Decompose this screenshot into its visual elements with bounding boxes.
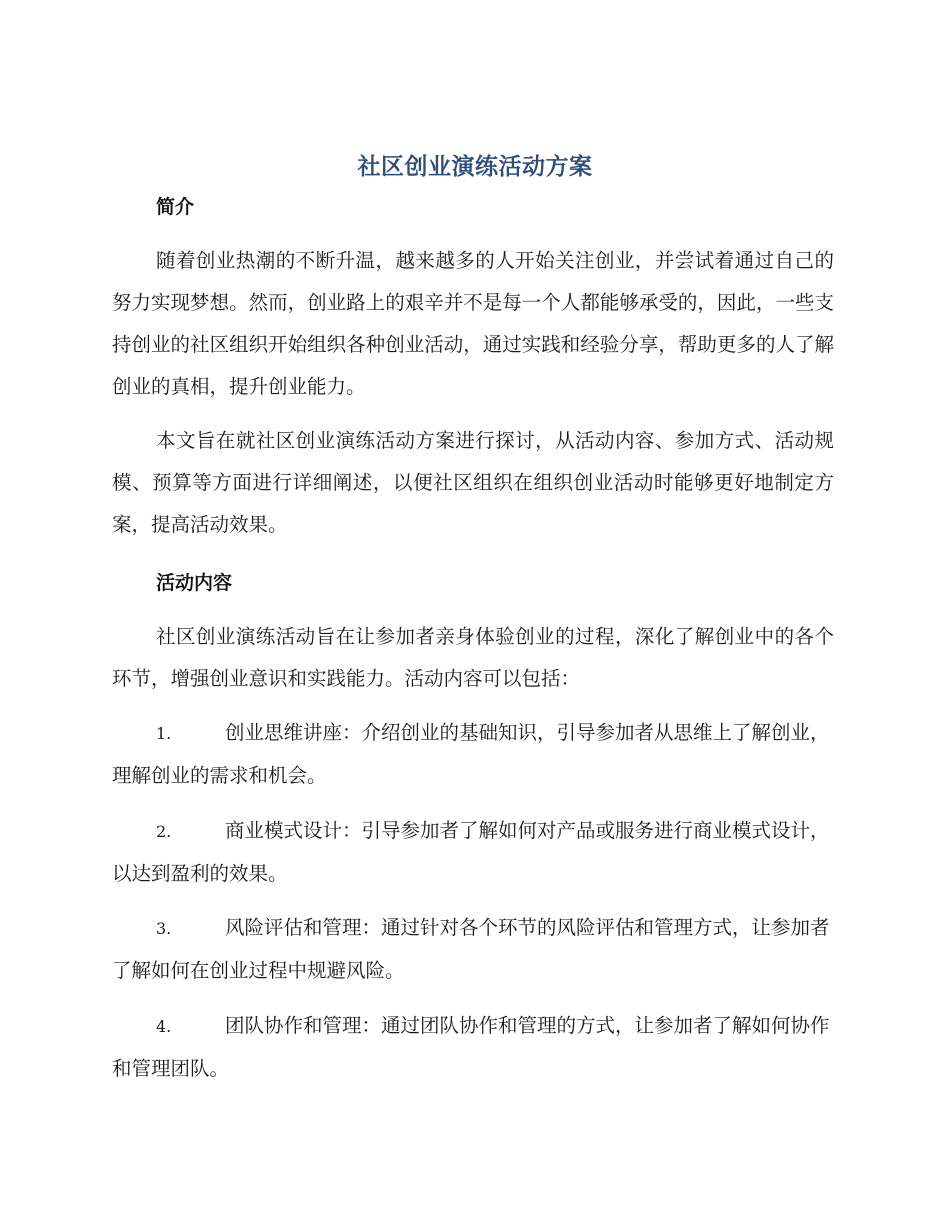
- list-item: [112, 810, 834, 895]
- list-item-number: 1.: [156, 724, 172, 743]
- section-heading-activity-content: 活动内容: [156, 572, 233, 594]
- list-item-number: 3.: [156, 919, 172, 938]
- intro-paragraph-1: 随着创业热潮的不断升温，越来越多的人开始关注创业，并尝试着通过自己的努力实现梦想。然而，创业路上的艰辛并不是每一个人都能够承受的，因此，一些支持创业的社区组织开始组织各种创业活动，通过实践和经验分享，帮助更多的人了解创业的真相，提升创业能力。: [112, 249, 834, 398]
- list-item: [112, 907, 834, 992]
- list-item-text: 风险评估和管理：通过针对各个环节的风险评估和管理方式，让参加者了解如何在创业过程中规避风险。: [112, 916, 830, 982]
- list-item-text: 创业思维讲座：介绍创业的基础知识，引导参加者从思维上了解创业，理解创业的需求和机会。: [112, 721, 830, 787]
- document-title: 社区创业演练活动方案: [357, 154, 593, 180]
- list-item-number: 4.: [156, 1017, 172, 1036]
- activity-content-paragraph: 社区创业演练活动旨在让参加者亲身体验创业的过程，深化了解创业中的各个环节，增强创业意识和实践能力。活动内容可以包括：: [112, 625, 834, 690]
- list-item-text: 商业模式设计：引导参加者了解如何对产品或服务进行商业模式设计，以达到盈利的效果。: [112, 819, 830, 885]
- list-item: [112, 1005, 834, 1090]
- intro-paragraph-2: 本文旨在就社区创业演练活动方案进行探讨，从活动内容、参加方式、活动规模、预算等方面进行详细阐述，以便社区组织在组织创业活动时能够更好地制定方案，提高活动效果。: [112, 429, 834, 536]
- list-item: [112, 712, 834, 797]
- list-item-text: 团队协作和管理：通过团队协作和管理的方式，让参加者了解如何协作和管理团队。: [112, 1014, 830, 1080]
- list-item-number: 2.: [156, 822, 172, 841]
- section-heading-intro: 简介: [156, 196, 195, 218]
